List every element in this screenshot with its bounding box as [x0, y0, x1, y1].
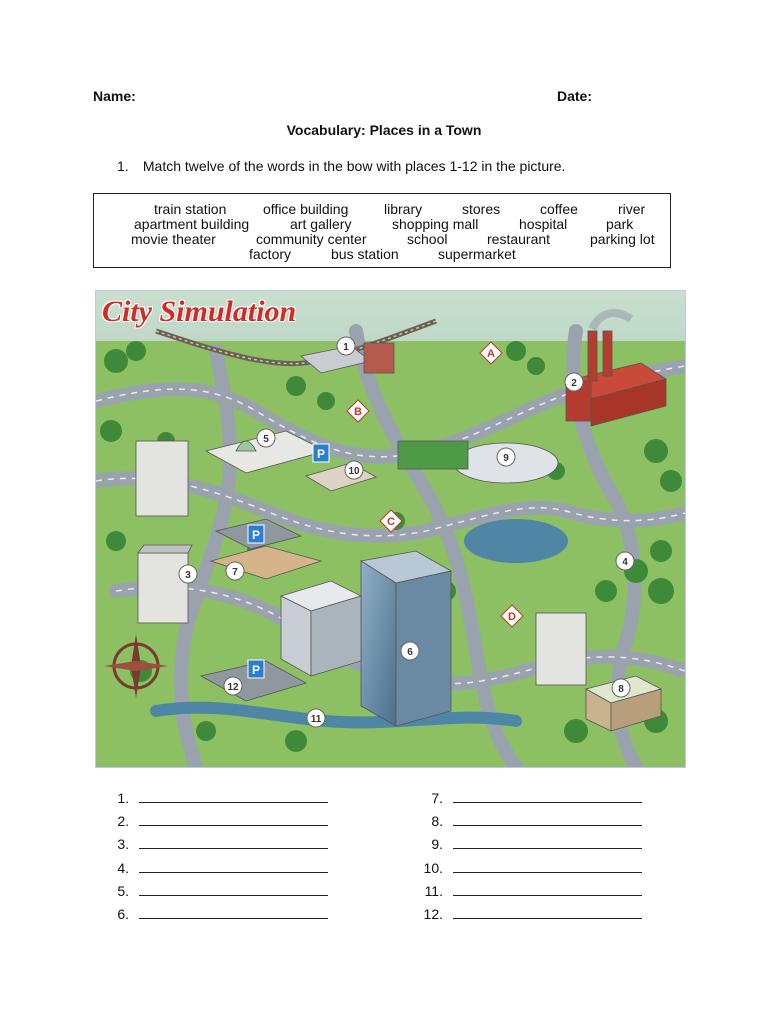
place-marker-5: 5 — [263, 434, 269, 445]
map-title: City Simulation — [102, 295, 297, 328]
place-marker-3: 3 — [185, 570, 191, 581]
date-label: Date: — [557, 88, 593, 104]
word: factory — [249, 246, 292, 262]
answer-line[interactable] — [117, 883, 328, 899]
answer-line[interactable] — [117, 813, 328, 829]
word: hospital — [519, 216, 568, 232]
word: apartment building — [134, 216, 250, 232]
answer-line[interactable] — [431, 790, 642, 806]
answer-number: 12. — [423, 906, 443, 922]
instruction-text: Match twelve of the words in the bow with places 1-12 in the picture. — [142, 158, 566, 174]
word: library — [384, 201, 423, 217]
answer-line[interactable] — [431, 813, 642, 829]
parking-sign: P — [316, 447, 326, 461]
answer-number: 5. — [117, 883, 129, 899]
word: train station — [154, 201, 227, 217]
answer-number: 6. — [117, 906, 129, 922]
word-bank — [93, 193, 671, 268]
word: park — [606, 216, 634, 232]
place-marker-9: 9 — [503, 453, 509, 464]
letter-marker-b: B — [354, 406, 362, 418]
answer-number: 10. — [423, 860, 443, 876]
word: restaurant — [487, 231, 551, 247]
word: shopping mall — [392, 216, 479, 232]
place-marker-6: 6 — [407, 647, 413, 658]
parking-sign: P — [251, 663, 261, 677]
place-marker-8: 8 — [618, 684, 624, 695]
word: office building — [263, 201, 349, 217]
place-marker-1: 1 — [343, 342, 349, 353]
word: bus station — [331, 246, 399, 262]
answer-line[interactable] — [117, 906, 328, 922]
letter-marker-d: D — [508, 611, 516, 623]
answer-number: 8. — [431, 813, 443, 829]
answer-line[interactable] — [117, 790, 328, 806]
answer-number: 2. — [117, 813, 129, 829]
word: community center — [256, 231, 367, 247]
instruction-number: 1. — [117, 158, 129, 174]
answer-number: 11. — [424, 883, 443, 899]
parking-sign: P — [251, 528, 261, 542]
answer-line[interactable] — [423, 906, 642, 922]
answer-line[interactable] — [117, 836, 328, 852]
word: stores — [462, 201, 501, 217]
word: movie theater — [131, 231, 216, 247]
answer-line[interactable] — [117, 860, 328, 876]
answer-number: 7. — [431, 790, 443, 806]
word: school — [407, 231, 448, 247]
word: supermarket — [438, 246, 516, 262]
answer-line[interactable] — [431, 836, 642, 852]
answer-number: 3. — [117, 836, 129, 852]
answer-number: 1. — [117, 790, 129, 806]
answer-line[interactable] — [424, 883, 642, 899]
city-map-illustration — [95, 290, 686, 768]
word: art gallery — [290, 216, 352, 232]
instruction — [117, 158, 565, 174]
place-marker-11: 11 — [310, 714, 322, 725]
worksheet-title: Vocabulary: Places in a Town — [286, 122, 482, 138]
place-marker-10: 10 — [348, 466, 360, 477]
word: river — [618, 201, 646, 217]
place-marker-12: 12 — [227, 682, 239, 693]
place-marker-7: 7 — [232, 567, 238, 578]
place-marker-4: 4 — [622, 557, 628, 568]
answer-number: 9. — [431, 836, 443, 852]
letter-marker-a: A — [487, 348, 495, 360]
place-marker-2: 2 — [571, 378, 577, 389]
word: coffee — [540, 201, 578, 217]
letter-marker-c: C — [387, 516, 395, 528]
word: parking lot — [590, 231, 655, 247]
answer-number: 4. — [117, 860, 129, 876]
answer-line[interactable] — [423, 860, 642, 876]
name-label: Name: — [93, 88, 136, 104]
